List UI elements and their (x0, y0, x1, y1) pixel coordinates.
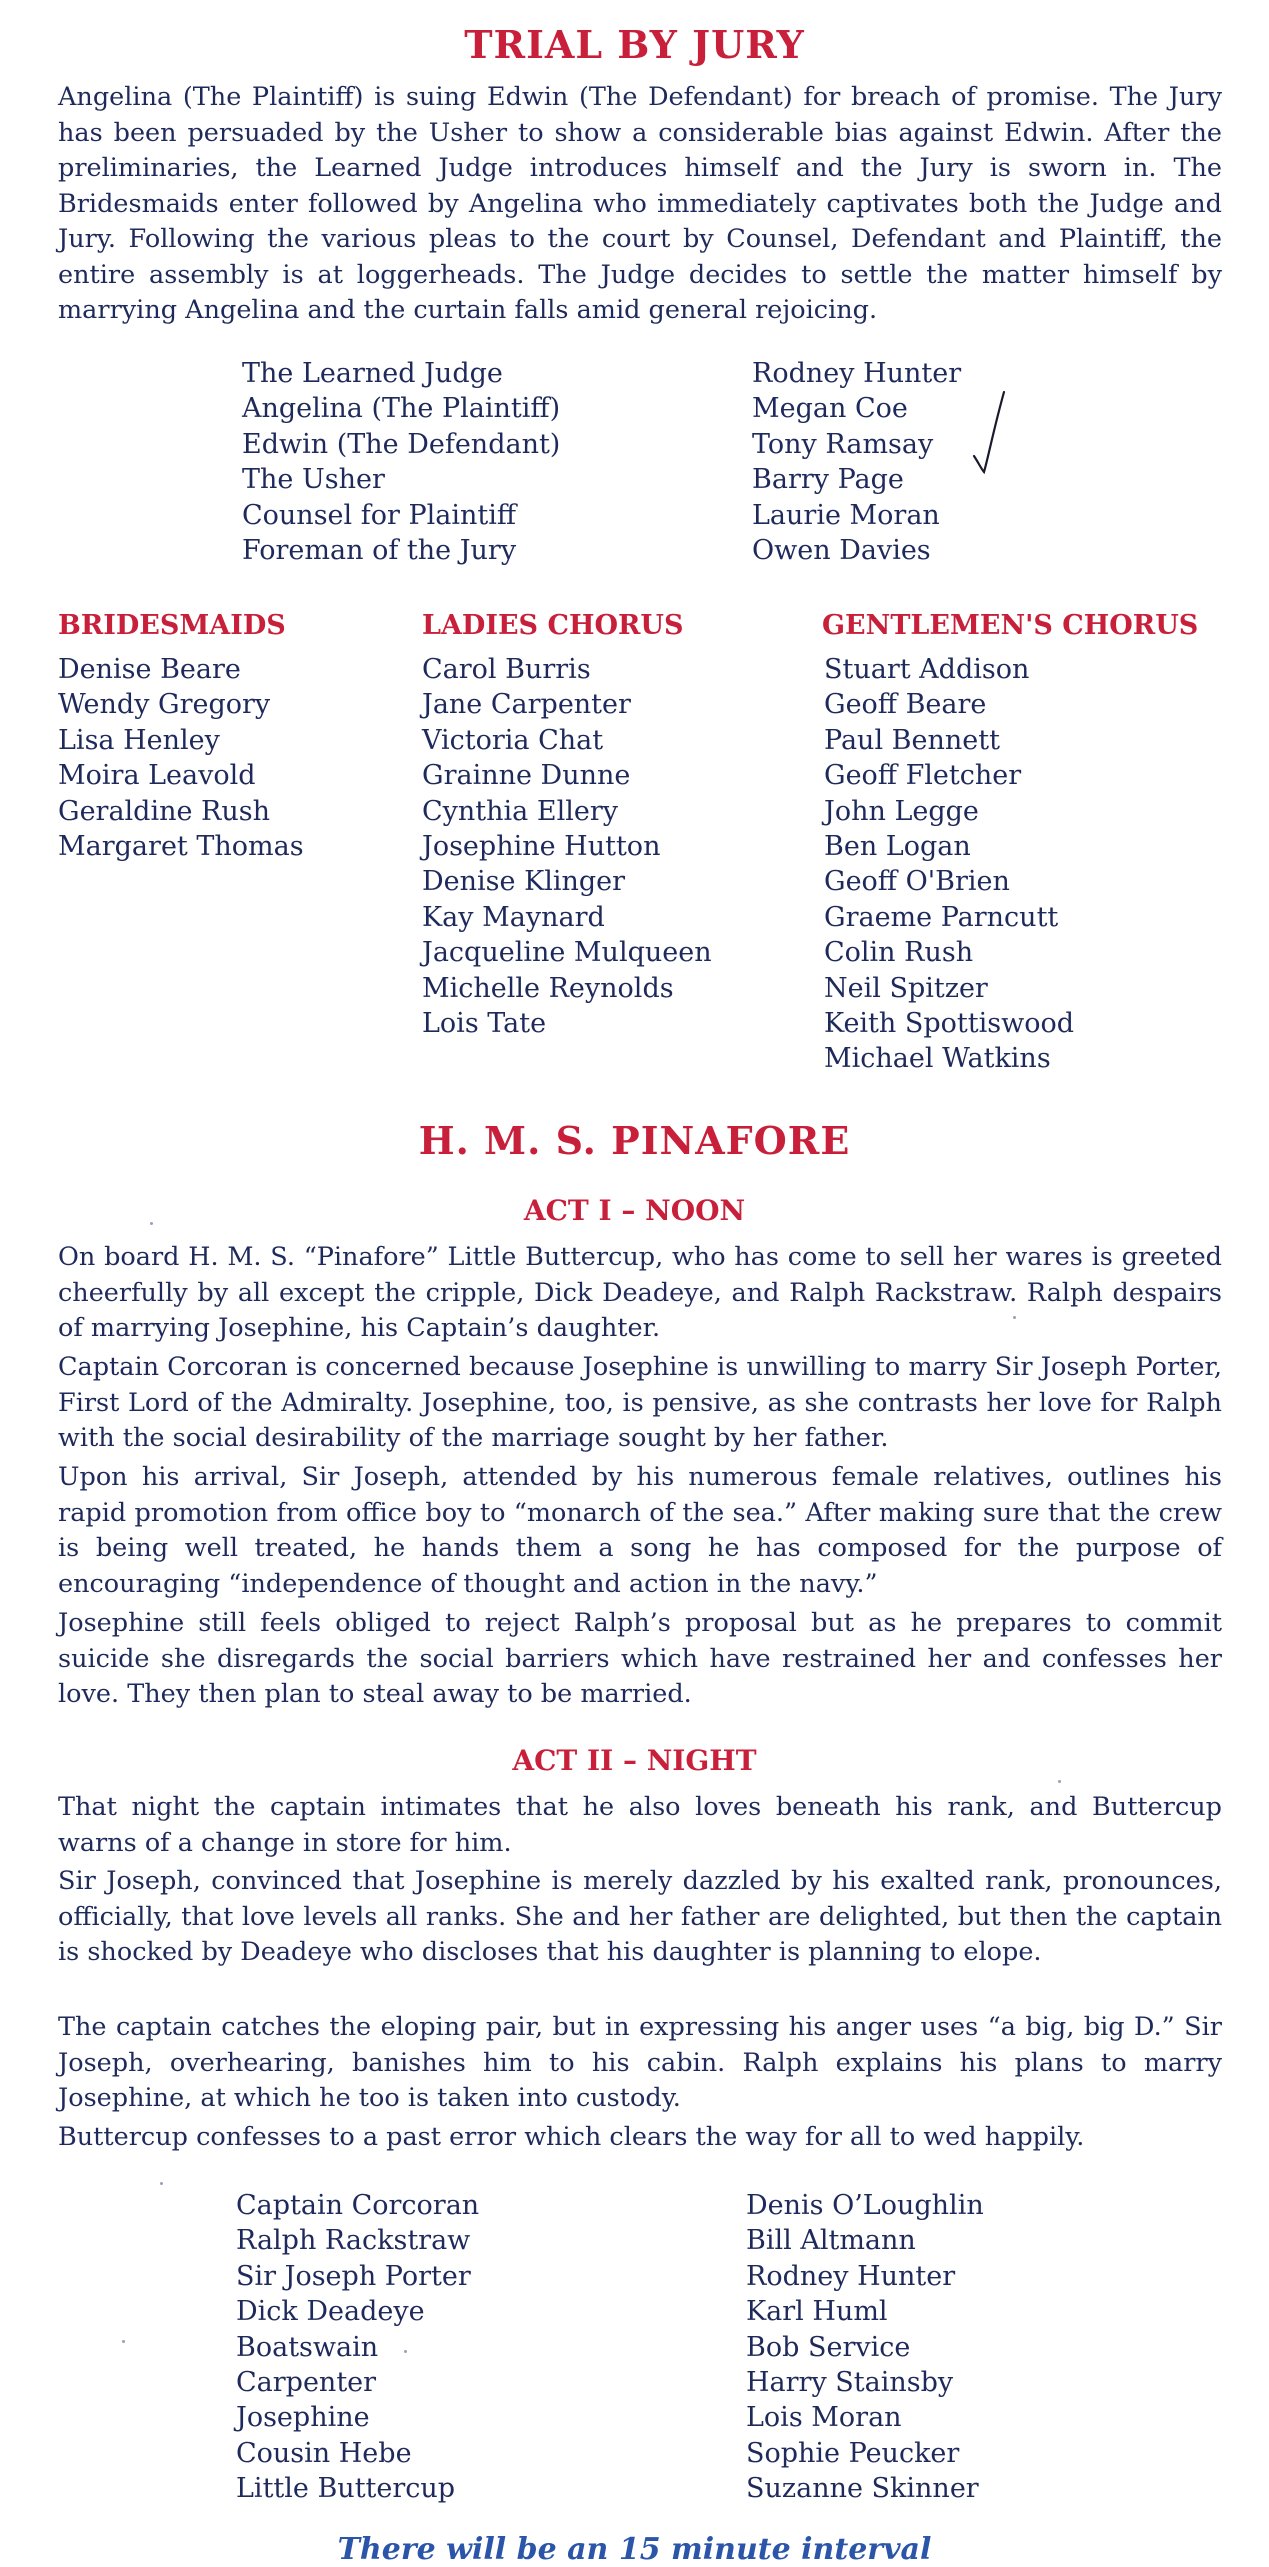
cast-name: Laurie Moran (752, 499, 940, 531)
list-item: Geoff Fletcher (824, 760, 1022, 792)
role-name: Angelina (The Plaintiff) (242, 393, 561, 425)
role-name: Carpenter (236, 2367, 377, 2399)
list-item: Moira Leavold (58, 760, 256, 792)
cast-name: Lois Moran (746, 2402, 902, 2434)
act2-paragraph: Buttercup confesses to a past error which clears the way for all to wed happily. (58, 2122, 1085, 2152)
list-item: Geoff Beare (824, 689, 987, 721)
role-name: Boatswain (236, 2331, 379, 2363)
act2-heading: ACT II – NIGHT (512, 1744, 757, 1777)
gentlemens-chorus-heading: GENTLEMEN'S CHORUS (822, 610, 1199, 641)
trial-title: TRIAL BY JURY (464, 22, 805, 67)
trial-synopsis: Angelina (The Plaintiff) is suing Edwin (The Defendant) for breach of promise. The Jury has been persuaded by the Usher to show a considerable bias against Edwin. After the preliminaries, the Learned Judge introduces himself and the Jury is sworn in. The Bridesmaids enter followed by Angelina who immediately captivates both the Judge and Jury. Following the various pleas to the court by Counsel, Defendant and Plaintiff, the entire assembly is at loggerheads. The Judge decides to settle the matter himself by marrying Angelina and the curtain falls amid general rejoicing. (58, 82, 1222, 325)
cast-name: Megan Coe (752, 393, 908, 425)
list-item: Denise Beare (58, 654, 241, 685)
role-name: Captain Corcoran (236, 2190, 480, 2221)
list-item: Carol Burris (422, 654, 591, 685)
bridesmaids-list (58, 652, 304, 864)
act2-paragraph: Sir Joseph, convinced that Josephine is merely dazzled by his exalted rank, pronounces, officially, that love levels all ranks. She and her father are delighted, but then the captain is shocked by Deadeye who discloses that his daughter is planning to elope. (58, 1866, 1222, 1967)
act2-paragraph: The captain catches the eloping pair, but in expressing his anger uses “a big, big D.” Sir Joseph, overhearing, banishes him to his cabin. Ralph explains his plans to marry Josephine, at which he too is taken into custody. (58, 2012, 1222, 2113)
role-name: Josephine (236, 2402, 370, 2434)
list-item: Jane Carpenter (422, 689, 631, 721)
list-item: Ben Logan (824, 831, 971, 863)
bridesmaids-heading: BRIDESMAIDS (58, 610, 286, 641)
role-name: Little Buttercup (236, 2473, 456, 2505)
cast-name: Rodney Hunter (752, 358, 962, 389)
cast-name: Rodney Hunter (746, 2260, 956, 2292)
handwritten-check-mark (970, 388, 1010, 478)
list-item: Lois Tate (422, 1008, 547, 1040)
trial-cast-list (752, 356, 961, 568)
list-item: Neil Spitzer (824, 972, 988, 1004)
list-item: Grainne Dunne (422, 760, 631, 792)
cast-name: Bill Altmann (746, 2225, 916, 2257)
pinafore-cast-list (746, 2188, 984, 2507)
act1-paragraph: Captain Corcoran is concerned because Josephine is unwilling to marry Sir Joseph Porter, First Lord of the Admiralty. Josephine, too, is pensive, as she contrasts her love for Ralph with the social desirability of the marriage sought by her father. (58, 1352, 1222, 1453)
list-item: Graeme Parncutt (824, 901, 1059, 933)
trial-roles-list (242, 356, 560, 568)
cast-name: Bob Service (746, 2331, 911, 2363)
cast-name: Tony Ramsay (752, 428, 934, 460)
list-item: Colin Rush (824, 937, 974, 969)
ladies-chorus-list (422, 652, 712, 1041)
list-item: Paul Bennett (824, 724, 1000, 756)
role-name: Ralph Rackstraw (236, 2225, 471, 2257)
list-item: Margaret Thomas (58, 831, 304, 863)
list-item: Wendy Gregory (58, 689, 271, 721)
gentlemens-chorus-list (824, 652, 1074, 1077)
act1-paragraph: Josephine still feels obliged to reject Ralph’s proposal but as he prepares to commit suicide she disregards the social barriers which have restrained her and confesses her love. They then plan to steal away to be married. (58, 1608, 1222, 1709)
cast-name: Owen Davies (752, 535, 931, 567)
role-name: Sir Joseph Porter (236, 2260, 471, 2292)
pinafore-title: H. M. S. PINAFORE (418, 1118, 851, 1163)
pinafore-roles-list (236, 2188, 479, 2507)
list-item: Kay Maynard (422, 901, 605, 933)
cast-name: Sophie Peucker (746, 2437, 960, 2469)
scan-speck (1058, 1780, 1061, 1783)
role-name: Cousin Hebe (236, 2437, 412, 2469)
list-item: Lisa Henley (58, 724, 220, 756)
list-item: Stuart Addison (824, 654, 1030, 685)
interval-note: There will be an 15 minute interval (337, 2532, 932, 2567)
role-name: Edwin (The Defendant) (242, 428, 561, 460)
scan-speck (160, 2182, 163, 2185)
ladies-chorus-heading: LADIES CHORUS (422, 610, 684, 641)
list-item: Denise Klinger (422, 866, 626, 898)
list-item: Michael Watkins (824, 1043, 1051, 1075)
role-name: Dick Deadeye (236, 2296, 425, 2328)
scan-speck (1013, 1316, 1016, 1319)
cast-name: Barry Page (752, 464, 904, 496)
scan-speck (404, 2350, 407, 2353)
list-item: Geoff O'Brien (824, 866, 1010, 898)
list-item: Keith Spottiswood (824, 1008, 1075, 1040)
act1-heading: ACT I – NOON (523, 1194, 746, 1227)
scan-speck (122, 2340, 125, 2343)
list-item: Cynthia Ellery (422, 795, 618, 827)
role-name: The Learned Judge (242, 358, 503, 389)
list-item: Josephine Hutton (422, 831, 661, 863)
act1-paragraph: On board H. M. S. “Pinafore” Little Buttercup, who has come to sell her wares is greeted cheerfully by all except the cripple, Dick Deadeye, and Ralph Rackstraw. Ralph despairs of marrying Josephine, his Captain’s daughter. (58, 1242, 1222, 1343)
list-item: John Legge (824, 795, 979, 827)
cast-name: Suzanne Skinner (746, 2473, 979, 2505)
role-name: The Usher (242, 464, 385, 496)
list-item: Geraldine Rush (58, 795, 271, 827)
role-name: Foreman of the Jury (242, 535, 517, 567)
scan-speck (150, 1222, 153, 1225)
list-item: Jacqueline Mulqueen (422, 937, 712, 969)
role-name: Counsel for Plaintiff (242, 499, 517, 531)
cast-name: Karl Huml (746, 2296, 888, 2328)
list-item: Victoria Chat (422, 724, 604, 756)
act1-paragraph: Upon his arrival, Sir Joseph, attended by his numerous female relatives, outlines his rapid promotion from office boy to “monarch of the sea.” After making sure that the crew is being well treated, he hands them a song he has composed for the purpose of encouraging “independence of thought and action in the navy.” (58, 1462, 1222, 1599)
list-item: Michelle Reynolds (422, 972, 674, 1004)
cast-name: Harry Stainsby (746, 2367, 954, 2399)
cast-name: Denis O’Loughlin (746, 2190, 984, 2221)
act2-paragraph: That night the captain intimates that he also loves beneath his rank, and Buttercup warns of a change in store for him. (58, 1792, 1222, 1858)
